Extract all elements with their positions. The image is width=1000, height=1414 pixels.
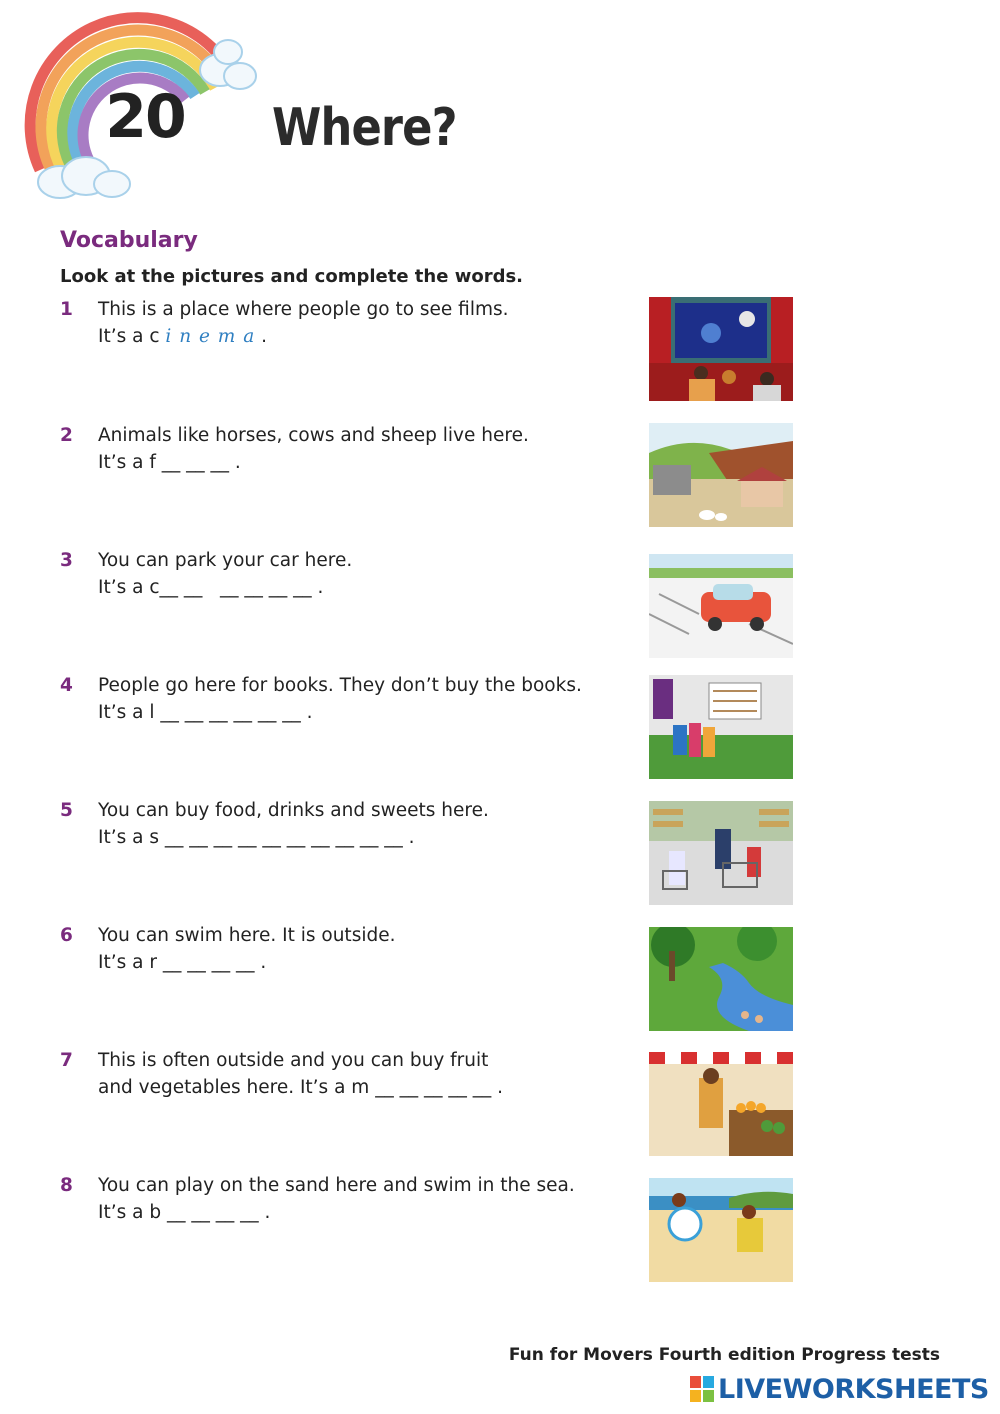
question-text: You can swim here. It is outside.: [98, 925, 396, 946]
answer-input[interactable]: It’s a l __ __ __ __ __ __ .: [98, 702, 313, 723]
question-number: 4: [60, 675, 73, 696]
river-picture: [649, 927, 793, 1031]
answer-input[interactable]: It’s a r __ __ __ __ .: [98, 952, 267, 973]
question-text: Animals like horses, cows and sheep live here.: [98, 425, 529, 446]
answer-input[interactable]: It’s a b __ __ __ __ .: [98, 1202, 271, 1223]
liveworksheets-logo-icon: [690, 1376, 714, 1402]
question-number: 1: [60, 299, 73, 320]
section-heading: Vocabulary: [60, 228, 198, 253]
unit-number: 20: [105, 82, 185, 152]
question-text: This is often outside and you can buy fruit: [98, 1050, 489, 1071]
farm-picture: [649, 423, 793, 527]
answer-prefix: It’s a c: [98, 326, 166, 347]
question-text: You can park your car here.: [98, 550, 353, 571]
question-text: People go here for books. They don’t buy the books.: [98, 675, 582, 696]
question-number: 8: [60, 1175, 73, 1196]
question-number: 6: [60, 925, 73, 946]
supermarket-picture: [649, 801, 793, 905]
liveworksheets-logo[interactable]: [690, 1372, 989, 1406]
question-number: 2: [60, 425, 73, 446]
question-text: This is a place where people go to see films.: [98, 299, 509, 320]
answer-suffix: .: [255, 326, 268, 347]
answer-input[interactable]: It’s a c__ __ __ __ __ __ .: [98, 577, 324, 598]
car-park-picture: [649, 554, 793, 658]
cinema-picture: [649, 297, 793, 401]
market-picture: [649, 1052, 793, 1156]
question-text: You can buy food, drinks and sweets here.: [98, 800, 489, 821]
question-number: 3: [60, 550, 73, 571]
answer-input[interactable]: i n e m a: [165, 326, 256, 347]
footer-text: Fun for Movers Fourth edition Progress tests: [508, 1345, 940, 1365]
library-picture: [649, 675, 793, 779]
answer-line: [98, 323, 643, 350]
page-title: Where?: [272, 98, 457, 158]
answer-input[interactable]: It’s a f __ __ __ .: [98, 452, 241, 473]
beach-picture: [649, 1178, 793, 1282]
question-number: 5: [60, 800, 73, 821]
logo-text: LIVEWORKSHEETS: [718, 1373, 989, 1405]
instruction-text: Look at the pictures and complete the words.: [60, 266, 524, 287]
answer-input[interactable]: It’s a s __ __ __ __ __ __ __ __ __ __ .: [98, 827, 415, 848]
question-number: 7: [60, 1050, 73, 1071]
answer-input[interactable]: and vegetables here. It’s a m __ __ __ __ __ .: [98, 1077, 503, 1098]
question-text: You can play on the sand here and swim in the sea.: [98, 1175, 575, 1196]
